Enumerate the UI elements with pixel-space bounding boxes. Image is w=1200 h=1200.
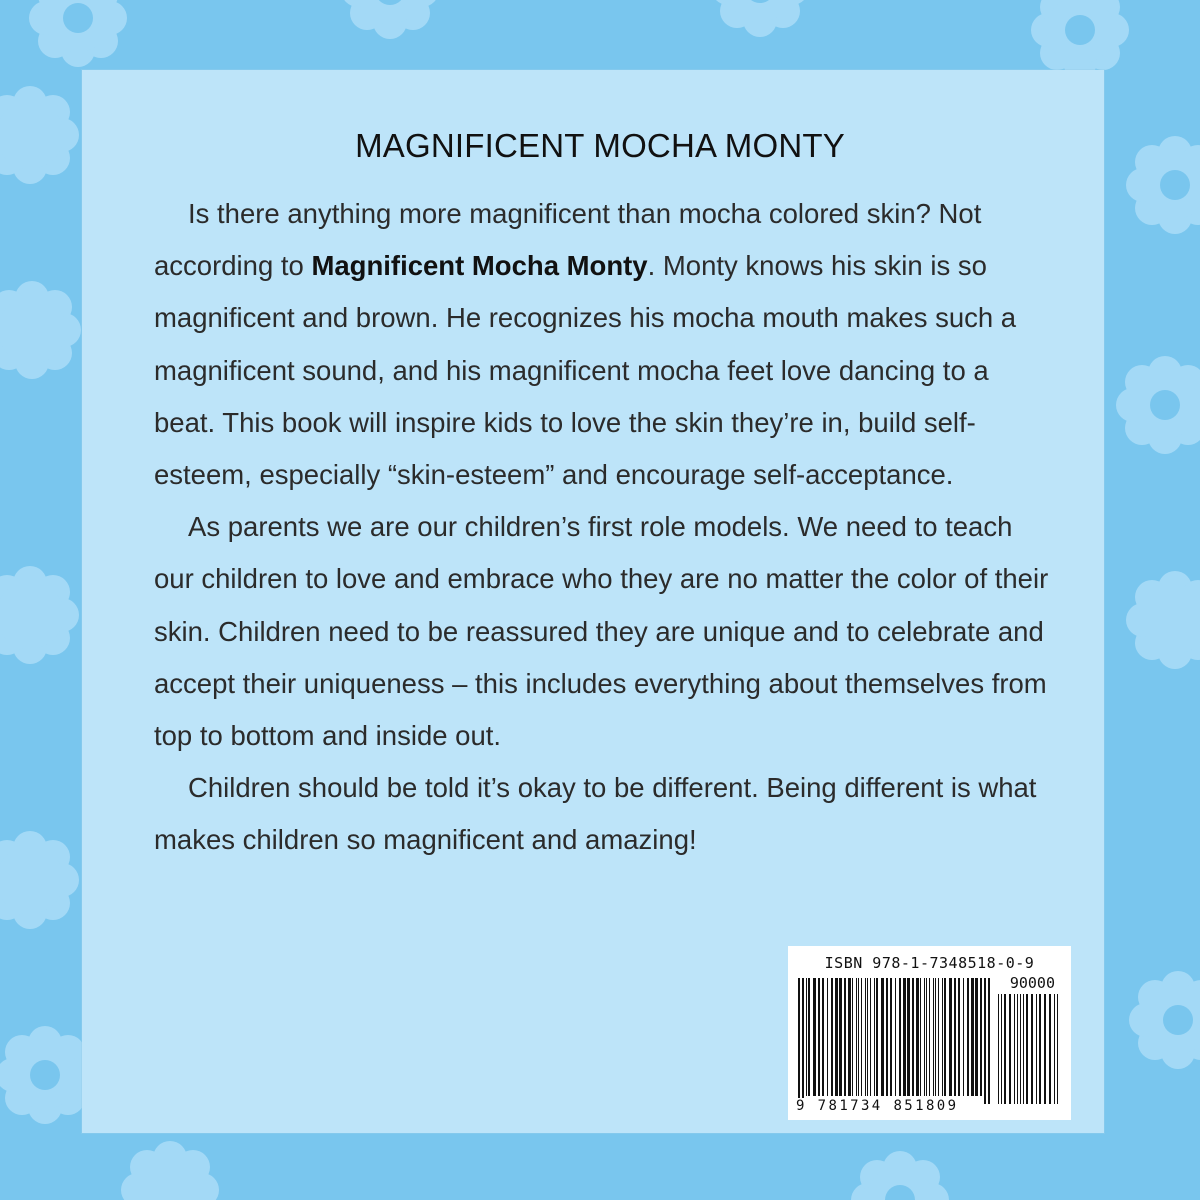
- barcode-bar: [808, 978, 810, 1096]
- barcode-bar: [944, 978, 946, 1096]
- barcode-bar: [1017, 994, 1018, 1104]
- barcode-bar: [998, 994, 999, 1104]
- barcode-bar: [848, 978, 851, 1096]
- book-description: [154, 188, 1054, 867]
- barcode-bar: [942, 978, 943, 1096]
- barcode-bar: [1057, 994, 1058, 1104]
- barcode-bar: [1014, 994, 1015, 1104]
- barcode-bar: [886, 978, 888, 1096]
- barcode-bar: [984, 978, 986, 1104]
- paragraph-text: Children should be told it’s okay to be different. Being different is what makes children so magnificent and amazing!: [154, 772, 1037, 856]
- barcode-bar: [938, 978, 939, 1096]
- book-title-inline: Magnificent Mocha Monty: [311, 250, 648, 282]
- barcode-bar: [865, 978, 866, 1096]
- barcode-bar: [852, 978, 853, 1096]
- book-title: MAGNIFICENT MOCHA MONTY: [355, 127, 845, 164]
- barcode-bar: [1004, 994, 1006, 1104]
- barcode-bars: [788, 946, 1071, 1120]
- barcode-bar: [876, 978, 878, 1096]
- isbn-barcode: [788, 946, 1071, 1120]
- barcode-bar: [867, 978, 868, 1096]
- barcode-bar: [1054, 994, 1055, 1104]
- paragraph-text: As parents we are our children’s first role models. We need to teach our children to love and embrace who they are no matter the color of their skin. Children need to be reassured they are unique and to celebrate and accept their uniqueness – this includes everything about themselves from top to bottom and inside out.: [154, 511, 1049, 752]
- price-code: 90000: [1009, 974, 1055, 992]
- barcode-bar: [949, 978, 952, 1096]
- barcode-bar: [963, 978, 964, 1096]
- barcode-bar: [971, 978, 974, 1096]
- paragraph-2: [154, 501, 1054, 762]
- barcode-bar: [856, 978, 857, 1096]
- barcode-bar: [954, 978, 956, 1096]
- isbn-label: ISBN 978-1-7348518-0-9: [824, 954, 1035, 972]
- barcode-bar: [926, 978, 927, 1096]
- barcode-bar: [1031, 994, 1033, 1104]
- barcode-bar: [870, 978, 871, 1096]
- barcode-bar: [988, 978, 990, 1104]
- barcode-bar: [912, 978, 914, 1096]
- barcode-bar: [839, 978, 842, 1096]
- ean-digits: 9 781734 851809: [796, 1098, 959, 1114]
- barcode-bar: [895, 978, 896, 1096]
- barcode-bar: [835, 978, 838, 1096]
- barcode-bar: [802, 978, 804, 1104]
- barcode-bar: [1039, 994, 1041, 1104]
- paragraph-text: Is there anything more magnificent than mocha colored skin? Not according to: [154, 198, 982, 282]
- barcode-bar: [907, 978, 910, 1096]
- barcode-bar: [858, 978, 859, 1096]
- barcode-bar: [924, 978, 925, 1096]
- barcode-bar: [1036, 994, 1037, 1104]
- barcode-bar: [916, 978, 919, 1096]
- barcode-bar: [958, 978, 960, 1096]
- barcode-bar: [1023, 994, 1024, 1104]
- barcode-bar: [935, 978, 936, 1096]
- barcode-bar: [929, 978, 930, 1096]
- barcode-bar: [1044, 994, 1046, 1104]
- barcode-bar: [980, 978, 982, 1096]
- barcode-bar: [822, 978, 824, 1096]
- barcode-bar: [1020, 994, 1021, 1104]
- barcode-bar: [903, 978, 906, 1096]
- barcode-bar: [818, 978, 820, 1096]
- barcode-bar: [874, 978, 875, 1096]
- barcode-bar: [975, 978, 978, 1096]
- barcode-bar: [890, 978, 892, 1096]
- barcode-bar: [827, 978, 828, 1096]
- barcode-bar: [1009, 994, 1011, 1104]
- barcode-bar: [920, 978, 921, 1096]
- barcode-bar: [798, 978, 800, 1104]
- barcode-bar: [933, 978, 934, 1096]
- barcode-bar: [806, 978, 807, 1096]
- barcode-bar: [831, 978, 833, 1096]
- barcode-bar: [813, 978, 816, 1096]
- barcode-bar: [899, 978, 901, 1096]
- barcode-bar: [967, 978, 969, 1096]
- paragraph-1: [154, 188, 1054, 501]
- paragraph-3: [154, 762, 1054, 866]
- barcode-bar: [1049, 994, 1051, 1104]
- barcode-bar: [861, 978, 862, 1096]
- paragraph-text: . Monty knows his skin is so magnificent and brown. He recognizes his mocha mouth makes such a magnificent sound, and his magnificent mocha feet love dancing to a beat. This book will inspire kids to love the skin they’re in, build self-esteem, especially “skin-esteem” and encourage self-acceptance.: [154, 250, 1017, 491]
- barcode-bar: [881, 978, 884, 1096]
- barcode-bar: [1026, 994, 1028, 1104]
- barcode-bar: [844, 978, 846, 1096]
- barcode-bar: [1001, 994, 1002, 1104]
